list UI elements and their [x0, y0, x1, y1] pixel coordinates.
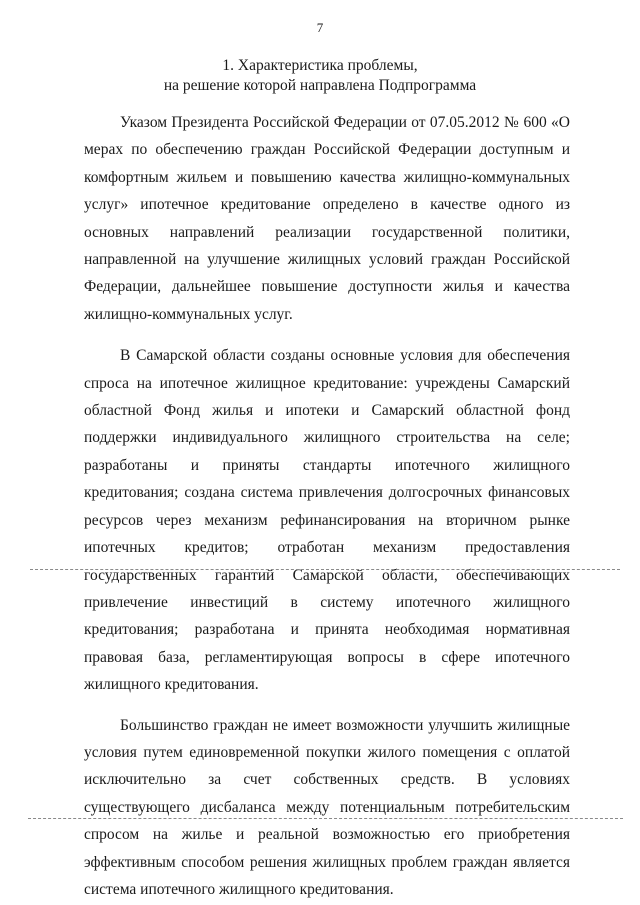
heading-line-1: 1. Характеристика проблемы,	[222, 57, 418, 74]
paragraph-2: В Самарской области созданы основные условия для обеспечения спроса на ипотечное жилищное кредитование: учреждены Самарский областной Фонд жилья и ипотеки и Самарский областной фонд поддержки индивидуального жилищного строительства на селе; разработаны и приняты стандарты ипотечного жилищного кредитования; создана система привлечения долгосрочных финансовых ресурсов через механизм рефинансирования на вторичном рынке ипотечных кредитов; отработан механизм предоставления государственных гарантий Самарской области, обеспечивающих привлечение инвестиций в систему ипотечного жилищного кредитования; разработана и принята необходимая нормативная правовая база, регламентирующая вопросы в сфере ипотечного жилищного кредитования.	[84, 347, 570, 694]
section-heading	[60, 56, 580, 96]
document-body	[84, 109, 570, 903]
paragraph-1: Указом Президента Российской Федерации от 07.05.2012 № 600 «О мерах по обеспечению граждан Российской Федерации доступным и комфортным жильем и повышению качества жилищно-коммунальных услуг» ипотечное кредитование определено в качестве одного из основных направлений реализации государственной политики, направленной на улучшение жилищных условий граждан Российской Федерации, дальнейшее повышение доступности жилья и качества жилищно-коммунальных услуг.	[84, 114, 570, 323]
scan-artifact-line	[30, 569, 620, 570]
paragraph-3: Большинство граждан не имеет возможности улучшить жилищные условия путем единовременной покупки жилого помещения с оплатой исключительно за счет собственных средств. В условиях существующего дисбаланса между потенциальным потребительским спросом на жилье и реальной возможностью его приобретения эффективным способом решения жилищных проблем граждан является система ипотечного жилищного кредитования.	[84, 716, 570, 898]
heading-line-2: на решение которой направлена Подпрограмма	[163, 77, 477, 94]
scan-artifact-line	[28, 818, 623, 819]
page-number: 7	[316, 20, 324, 35]
